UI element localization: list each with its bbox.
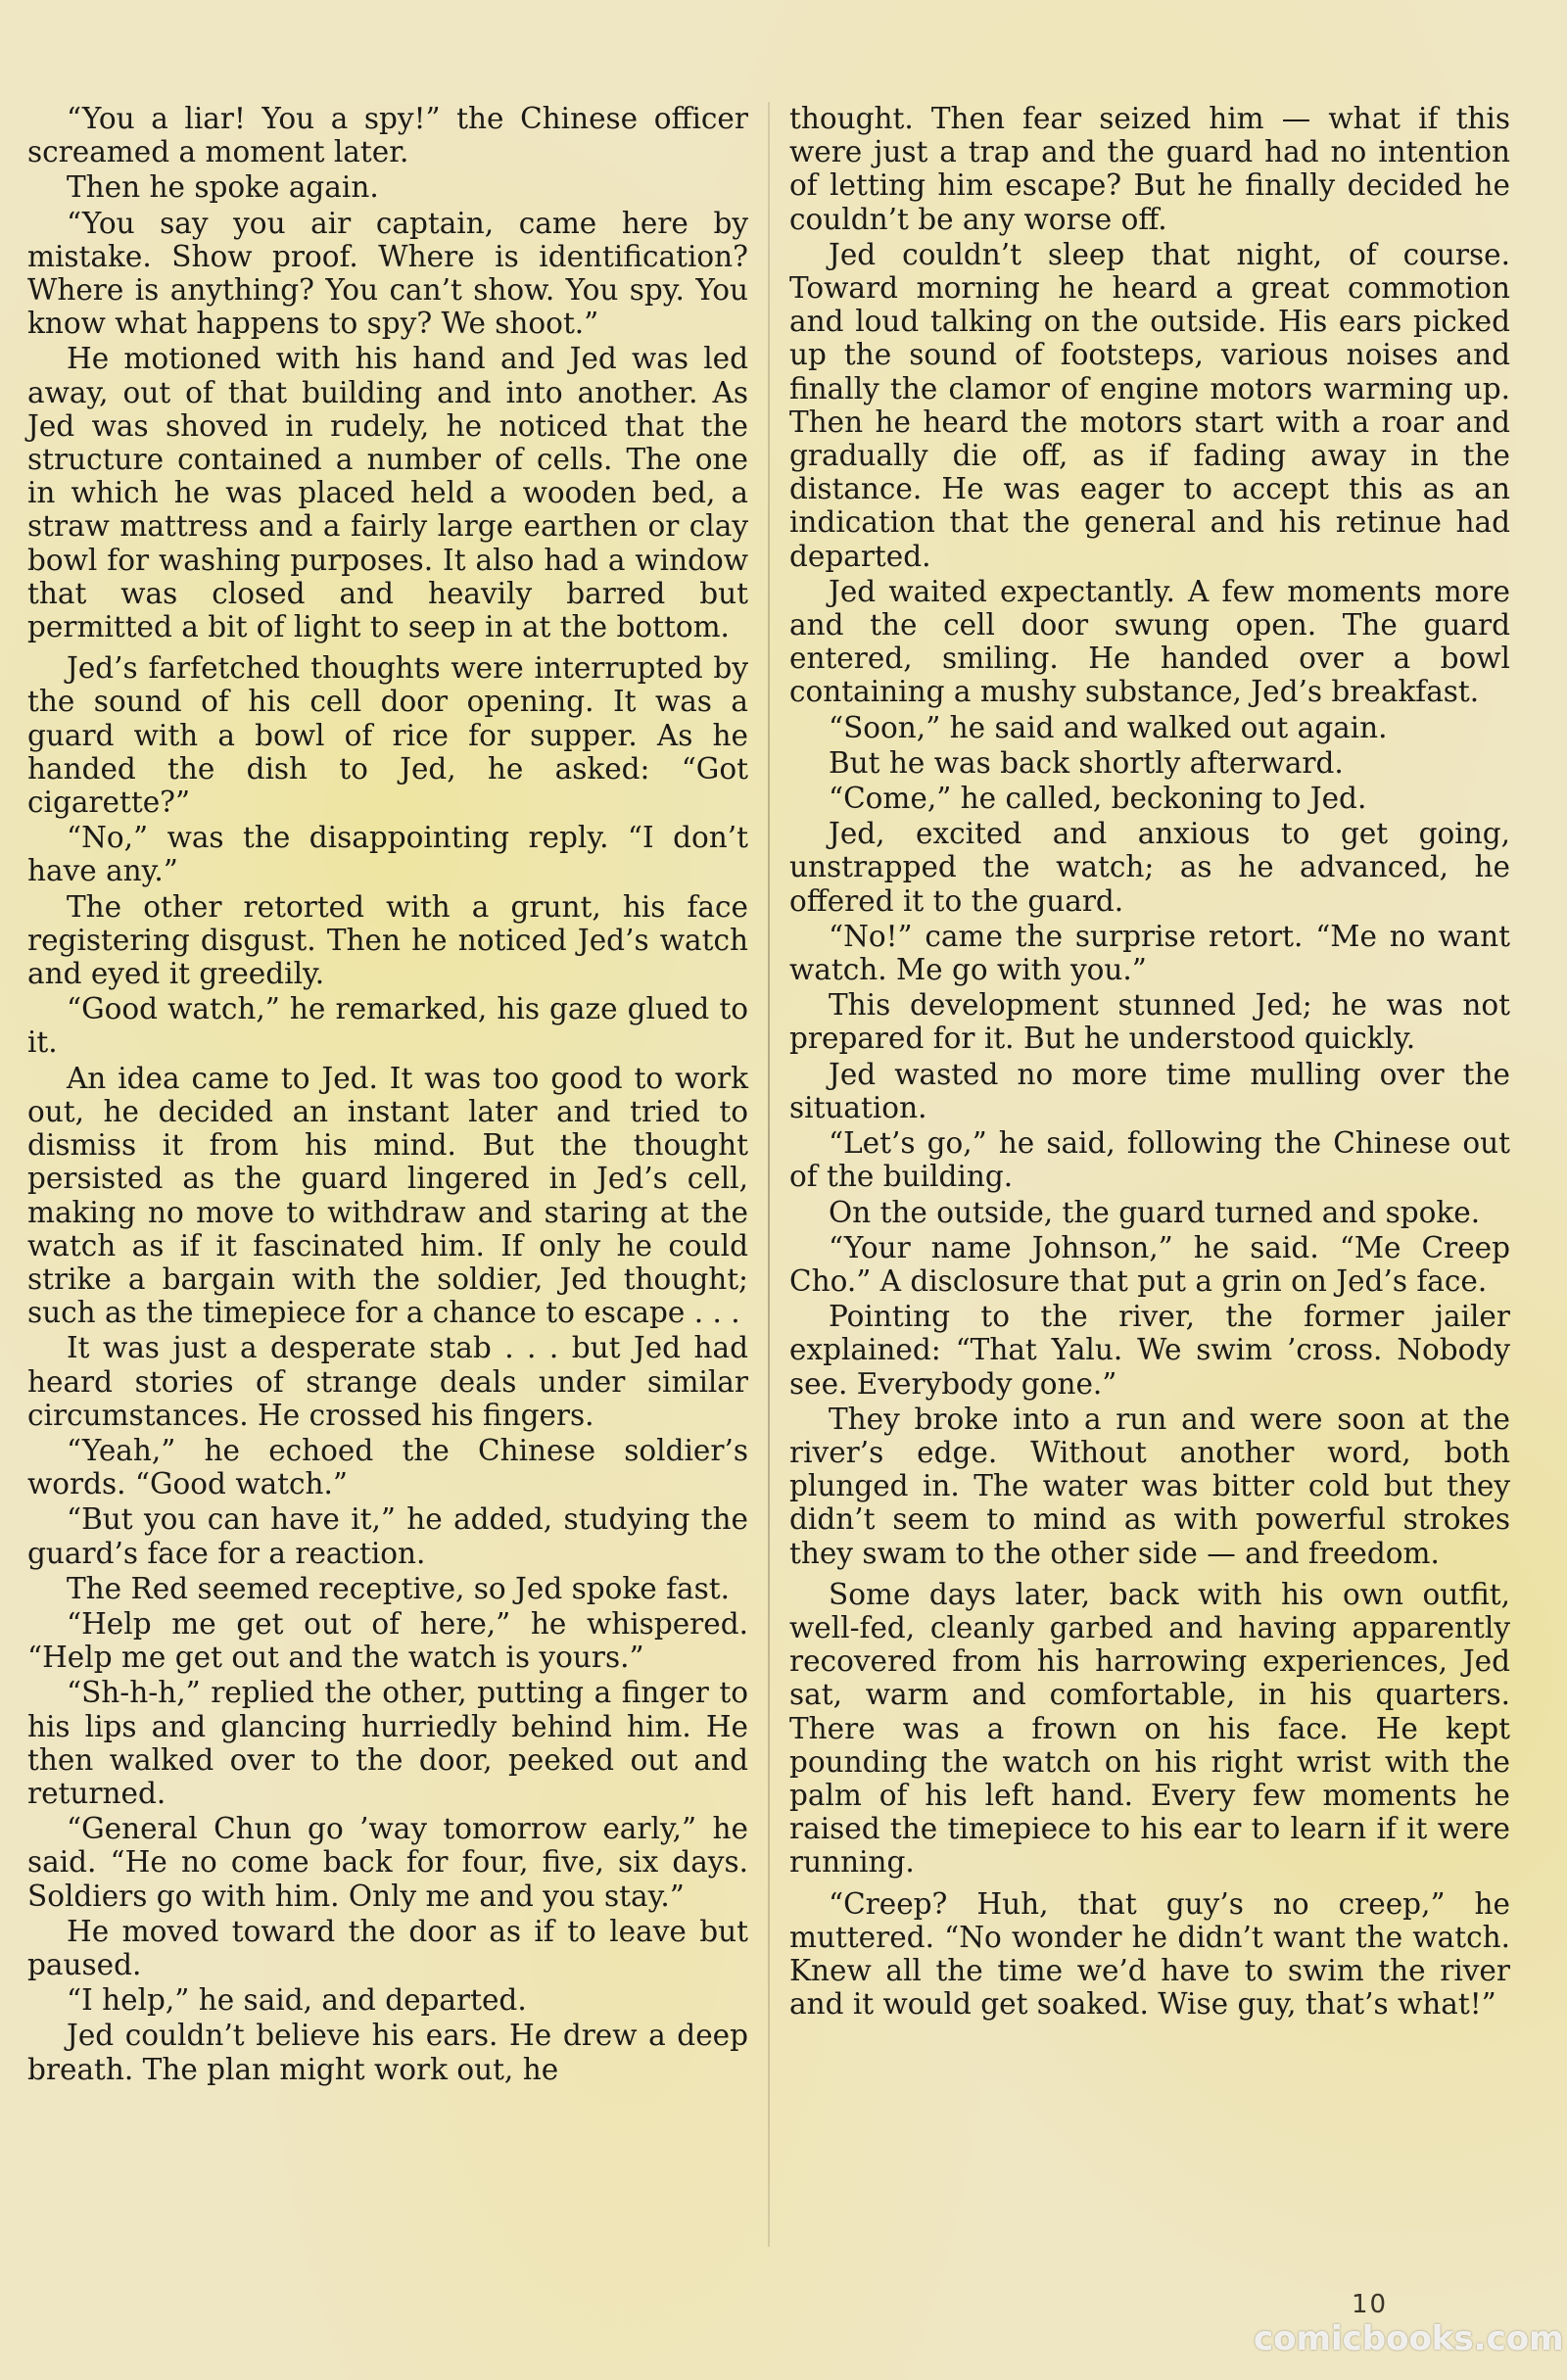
paragraph: “Creep? Huh, that guy’s no creep,” he muttered. “No wonder he didn’t want the watch. Knew all the time we’d have to swim the river and it would get soaked. Wise guy, that’s what!”	[789, 1886, 1510, 2022]
paragraph: This development stunned Jed; he was not prepared for it. But he understood quickly.	[789, 988, 1510, 1056]
left-text-column	[27, 102, 748, 2088]
paragraph: “Good watch,” he remarked, his gaze glued to it.	[27, 992, 748, 1060]
paragraph: Jed wasted no more time mulling over the situation.	[789, 1057, 1510, 1124]
paragraph: They broke into a run and were soon at the river’s edge. Without another word, both plunged in. The water was bitter cold but they didn’t seem to mind as with powerful strokes they swam to the other side — and freedom.	[789, 1402, 1510, 1570]
column-divider	[768, 102, 770, 2247]
paragraph: “You a liar! You a spy!” the Chinese officer screamed a moment later.	[27, 102, 748, 169]
paragraph: “Your name Johnson,” he said. “Me Creep Cho.” A disclosure that put a grin on Jed’s face.	[789, 1230, 1510, 1298]
paragraph: Jed couldn’t believe his ears. He drew a deep breath. The plan might work out, he	[27, 2019, 748, 2086]
paragraph: The Red seemed receptive, so Jed spoke fast.	[67, 1571, 730, 1605]
paragraph: “I help,” he said, and departed.	[67, 1983, 527, 2018]
paragraph: He motioned with his hand and Jed was led away, out of that building and into another. As Jed was shoved in rudely, he noticed that the structure contained a number of cells. The one in which he was placed held a wooden bed, a straw mattress and a fairly large earthen or clay bowl for washing purposes. It also had a window that was closed and heavily barred but permitted a bit of light to seep in at the bottom.	[27, 342, 748, 644]
paragraph: “Sh-h-h,” replied the other, putting a finger to his lips and glancing hurriedly behind him. He then walked over to the door, peeked out and returned.	[27, 1676, 748, 1810]
paragraph: It was just a desperate stab . . . but Jed had heard stories of strange deals under similar circumstances. He crossed his fingers.	[27, 1331, 748, 1432]
paragraph: “Let’s go,” he said, following the Chinese out of the building.	[789, 1126, 1510, 1194]
paragraph: But he was back shortly afterward.	[829, 745, 1344, 780]
paragraph: Jed’s farfetched thoughts were interrupted by the sound of his cell door opening. It was a guard with a bowl of rice for supper. As he handed the dish to Jed, he asked: “Got cigarette?”	[27, 651, 748, 820]
page-number: 10	[1352, 2290, 1389, 2319]
right-text-column	[789, 102, 1510, 2023]
paragraph: “Help me get out of here,” he whispered. “Help me get out and the watch is yours.”	[27, 1606, 748, 1675]
paragraph: “But you can have it,” he added, studying the guard’s face for a reaction.	[27, 1502, 748, 1570]
paragraph: “Yeah,” he echoed the Chinese soldier’s words. “Good watch.”	[27, 1433, 748, 1501]
paragraph: Pointing to the river, the former jailer explained: “That Yalu. We swim ’cross. Nobody see. Everybody gone.”	[789, 1300, 1510, 1401]
paragraph: “Come,” he called, beckoning to Jed.	[829, 782, 1367, 816]
paragraph: “No,” was the disappointing reply. “I don’t have any.”	[27, 821, 748, 888]
paragraph: “No!” came the surprise retort. “Me no want watch. Me go with you.”	[789, 919, 1510, 987]
paragraph: “General Chun go ’way tomorrow early,” he said. “He no come back for four, five, six days. Soldiers go with him. Only me and you stay.”	[27, 1812, 748, 1913]
paragraph: The other retorted with a grunt, his face registering disgust. Then he noticed Jed’s watch and eyed it greedily.	[27, 889, 748, 991]
paragraph: He moved toward the door as if to leave but paused.	[27, 1914, 748, 1981]
paragraph: Jed couldn’t sleep that night, of course. Toward morning he heard a great commotion and loud talking on the outside. His ears picked up the sound of footsteps, various noises and finally the clamor of engine motors warming up. Then he heard the motors start with a roar and gradually die off, as if fading away in the distance. He was eager to accept this as an indication that the general and his retinue had departed.	[789, 237, 1510, 573]
paragraph: An idea came to Jed. It was too good to work out, he decided an instant later and tried to dismiss it from his mind. But the thought persisted as the guard lingered in Jed’s cell, making no move to withdraw and staring at the watch as if it fascinated him. If only he could strike a bargain with the soldier, Jed thought; such as the timepiece for a chance to escape . . .	[27, 1061, 748, 1330]
paragraph: “Soon,” he said and walked out again.	[829, 710, 1388, 744]
paragraph: Jed waited expectantly. A few moments more and the cell door swung open. The guard entered, smiling. He handed over a bowl containing a mushy substance, Jed’s breakfast.	[789, 574, 1510, 709]
watermark: comicbooks.com	[1254, 2319, 1564, 2358]
paragraph: thought. Then fear seized him — what if this were just a trap and the guard had no intention of letting him escape? But he finally decided he couldn’t be any worse off.	[789, 102, 1510, 236]
paragraph: Then he spoke again.	[67, 170, 379, 205]
paragraph: Jed, excited and anxious to get going, unstrapped the watch; as he advanced, he offered it to the guard.	[789, 817, 1510, 918]
paragraph: Some days later, back with his own outfit, well-fed, cleanly garbed and having apparently recovered from his harrowing experiences, Jed sat, warm and comfortable, in his quarters. There was a frown on his face. He kept pounding the watch on his right wrist with the palm of his left hand. Every few moments he raised the timepiece to his ear to learn if it were running.	[789, 1577, 1510, 1880]
paragraph: On the outside, the guard turned and spoke.	[829, 1195, 1481, 1229]
paragraph: “You say you air captain, came here by mistake. Show proof. Where is identification? Where is anything? You can’t show. You spy. You know what happens to spy? We shoot.”	[27, 206, 748, 341]
